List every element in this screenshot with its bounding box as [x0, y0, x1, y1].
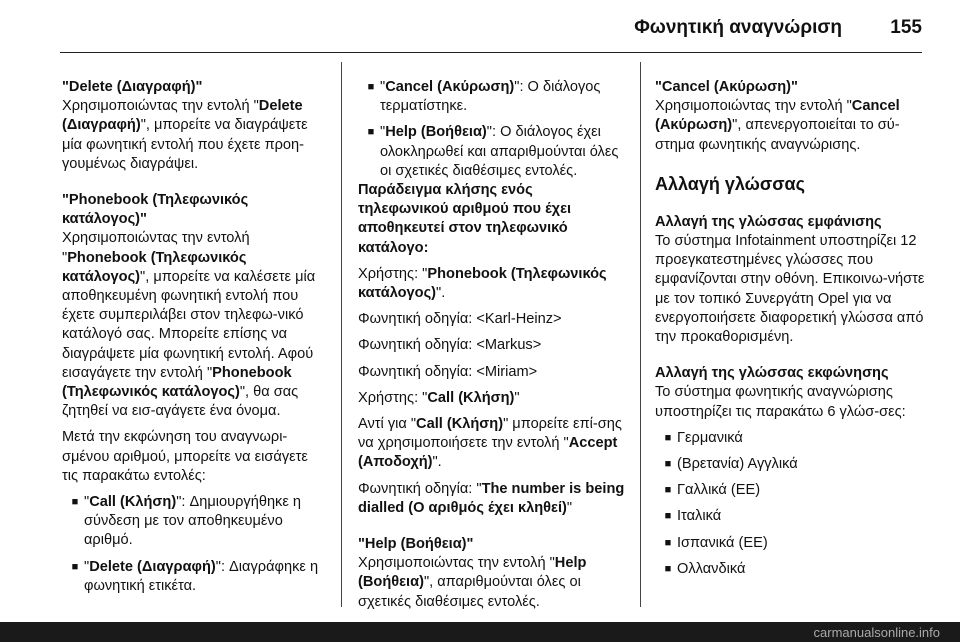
voice-dial-line: Φωνητική οδηγία: "The number is being dialled (Ο αριθμός έχει κληθεί)"	[358, 480, 625, 516]
page-header	[0, 0, 960, 52]
column-divider	[640, 62, 641, 607]
list-item: ■ Ιταλικά	[664, 508, 722, 525]
list-item: ■ Ολλανδικά	[664, 560, 746, 577]
column-2	[358, 78, 626, 612]
help-paragraph: Χρησιμοποιώντας την εντολή "Help (Βοήθεια)", απαριθμούνται όλες οι σχετικές διαθέσιμες εντολές.	[358, 555, 587, 610]
footer-bar	[0, 622, 960, 642]
list-item: ■ "Call (Κλήση)": Δημιουργήθηκε η σύνδεση με τον αποθηκευμένο αριθμό.	[71, 494, 302, 549]
after-recognition-text: Μετά την εκφώνηση του αναγνωρι-σμένου αριθμού, μπορείτε να εισάγετε τις παρακάτω εντολές:	[62, 429, 308, 484]
voice-line: Φωνητική οδηγία: <Markus>	[358, 337, 542, 354]
speech-language-heading: Αλλαγή της γλώσσας εκφώνησης	[655, 365, 889, 382]
voice-line: Φωνητική οδηγία: <Karl-Heinz>	[358, 311, 562, 328]
voice-line: Φωνητική οδηγία: <Miriam>	[358, 363, 538, 380]
speech-language-text: Το σύστημα φωνητικής αναγνώρισης υποστηρίζει τις παρακάτω 6 γλώσ-σες:	[655, 384, 906, 420]
example-heading: Παράδειγμα κλήσης ενός τηλεφωνικού αριθμού που έχει αποθηκευτεί στον τηλεφωνικό κατάλογο:	[358, 182, 572, 256]
page-number: 155	[890, 17, 922, 38]
list-item: ■ "Delete (Διαγραφή)": Διαγράφηκε η φωνητική ετικέτα.	[71, 558, 319, 594]
list-item: ■ (Βρετανία) Αγγλικά	[664, 456, 798, 473]
page-title: Φωνητική αναγνώριση	[634, 17, 842, 38]
display-language-text: Το σύστημα Infotainment υποστηρίζει 12 προεγκατεστημένες γλώσσες που εμφανίζονται στην οθόνη. Επικοινω-νήστε με τον τοπικό Συνεργάτη Opel για να ενεργοποιήσετε διαφορετική γλώσσα από την προκαθορισμένη.	[655, 233, 925, 346]
instead-paragraph: Αντί για "Call (Κλήση)" μπορείτε επί-σης να χρησιμοποιήσετε την εντολή "Accept (Αποδοχή)".	[358, 416, 622, 471]
list-item: ■ Γερμανικά	[664, 429, 743, 446]
column-1	[62, 78, 324, 596]
user-line: Χρήστης: "Call (Κλήση)"	[358, 389, 520, 406]
display-language-heading: Αλλαγή της γλώσσας εμφάνισης	[655, 213, 882, 230]
section-title: Αλλαγή γλώσσας	[655, 173, 805, 194]
list-item: ■ "Cancel (Ακύρωση)": Ο διάλογος τερματίστηκε.	[367, 79, 601, 115]
list-item: ■ Ισπανικά (ΕΕ)	[664, 534, 768, 551]
list-item: ■ "Help (Βοήθεια)": Ο διάλογος έχει ολοκληρωθεί και απαριθμούνται όλες οι σχετικές διαθέσιμες εντολές.	[367, 124, 619, 179]
list-item: ■ Γαλλικά (ΕΕ)	[664, 482, 761, 499]
help-heading: "Help (Βοήθεια)"	[358, 536, 474, 553]
footer-watermark: carmanualsonline.info	[813, 625, 940, 640]
phonebook-heading: "Phonebook (Τηλεφωνικός κατάλογος)"	[62, 192, 249, 228]
header-rule	[60, 52, 922, 53]
delete-paragraph: Χρησιμοποιώντας την εντολή "Delete (Διαγραφή)", μπορείτε να διαγράψετε μία φωνητική εντολή που έχετε προη-γουμένως διαγράψει.	[62, 98, 308, 172]
column-3	[655, 78, 927, 579]
cancel-heading: "Cancel (Ακύρωση)"	[655, 79, 798, 95]
column-divider	[341, 62, 342, 607]
phonebook-paragraph: Χρησιμοποιώντας την εντολή "Phonebook (Τηλεφωνικός κατάλογος)", μπορείτε να καλέσετε μία αποθηκευμένη φωνητική εντολή που έχετε συμπεριλάβει στον τηλεφω-νικό κατάλογό σας. Μπορείτε επίσης να διαγράψετε μία φωνητική εντολή. Αφού εισαγάγετε την εντολή "Phonebook (Τηλεφωνικός κατάλογος)", θα σας ζητηθεί να εισ-αγάγετε ένα όνομα.	[62, 230, 316, 420]
cancel-paragraph: Χρησιμοποιώντας την εντολή "Cancel (Ακύρωση)", απενεργοποιείται το σύ-στημα φωνητικής αναγνώρισης.	[655, 98, 900, 153]
user-line: Χρήστης: "Phonebook (Τηλεφωνικός κατάλογος)".	[358, 265, 607, 302]
delete-heading: "Delete (Διαγραφή)"	[62, 79, 203, 95]
